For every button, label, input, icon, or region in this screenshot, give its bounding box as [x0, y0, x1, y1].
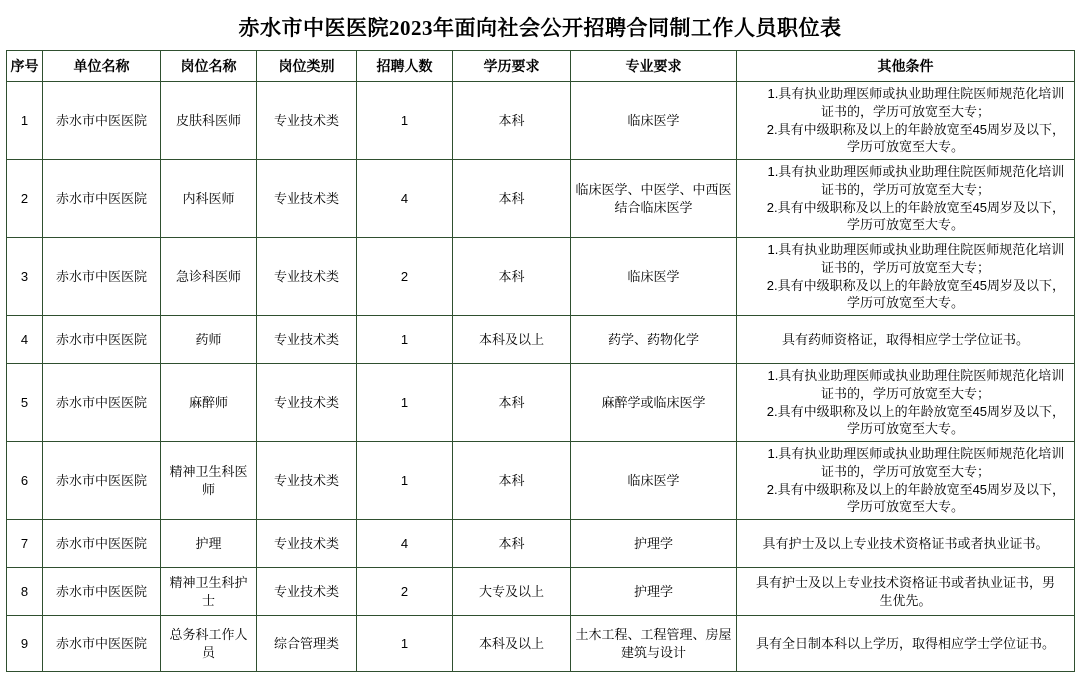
column-header-index: 序号: [7, 51, 43, 82]
cell-index: 3: [7, 238, 43, 316]
cell-post: 麻醉师: [161, 364, 257, 442]
cell-category: 专业技术类: [257, 160, 357, 238]
condition-line-2: 证书的，学历可放宽至大专；: [820, 385, 990, 401]
condition-line-2: 证书的，学历可放宽至大专；: [820, 181, 990, 197]
cell-conditions: [737, 82, 1075, 160]
condition-line-1: 1.具有执业助理医师或执业助理住院医师规范化培训: [767, 242, 1065, 258]
cell-number: 1: [357, 364, 453, 442]
cell-conditions: [737, 238, 1075, 316]
column-header-post: 岗位名称: [161, 51, 257, 82]
condition-line-2: 证书的，学历可放宽至大专；: [820, 103, 990, 119]
cell-post: 皮肤科医师: [161, 82, 257, 160]
cell-category: 专业技术类: [257, 238, 357, 316]
cell-number: 2: [357, 568, 453, 616]
condition-line-2: 证书的，学历可放宽至大专；: [820, 259, 990, 275]
cell-number: 1: [357, 442, 453, 520]
condition-line-3: 2.具有中级职称及以上的年龄放宽至45周岁及以下，: [766, 121, 1066, 137]
cell-post: 急诊科医师: [161, 238, 257, 316]
cell-category: 专业技术类: [257, 520, 357, 568]
cell-index: 4: [7, 316, 43, 364]
cell-number: 1: [357, 616, 453, 672]
condition-line-1: 具有护士及以上专业技术资格证书或者执业证书，男: [755, 574, 1055, 590]
cell-education: 本科: [453, 82, 571, 160]
cell-number: 1: [357, 316, 453, 364]
cell-education: 本科: [453, 238, 571, 316]
condition-line-1: 1.具有执业助理医师或执业助理住院医师规范化培训: [767, 446, 1065, 462]
cell-conditions: [737, 568, 1075, 616]
condition-line-3: 2.具有中级职称及以上的年龄放宽至45周岁及以下，: [766, 277, 1066, 293]
cell-unit: 赤水市中医医院: [43, 160, 161, 238]
cell-index: 5: [7, 364, 43, 442]
cell-index: 8: [7, 568, 43, 616]
cell-post: 总务科工作人员: [161, 616, 257, 672]
condition-line-1: 1.具有执业助理医师或执业助理住院医师规范化培训: [767, 368, 1065, 384]
cell-index: 9: [7, 616, 43, 672]
condition-line-4: 学历可放宽至大专。: [846, 499, 964, 515]
cell-number: 1: [357, 82, 453, 160]
cell-education: 本科及以上: [453, 316, 571, 364]
cell-major: 护理学: [571, 520, 737, 568]
cell-education: 大专及以上: [453, 568, 571, 616]
table-row: [7, 442, 1075, 520]
column-header-number: 招聘人数: [357, 51, 453, 82]
cell-post: 精神卫生科医师: [161, 442, 257, 520]
column-header-unit: 单位名称: [43, 51, 161, 82]
cell-conditions: [737, 364, 1075, 442]
cell-post: 内科医师: [161, 160, 257, 238]
condition-line-4: 学历可放宽至大专。: [846, 295, 964, 311]
table-body: [7, 82, 1075, 672]
cell-unit: 赤水市中医医院: [43, 442, 161, 520]
condition-line-4: 学历可放宽至大专。: [846, 421, 964, 437]
cell-unit: 赤水市中医医院: [43, 568, 161, 616]
cell-post: 护理: [161, 520, 257, 568]
cell-education: 本科: [453, 520, 571, 568]
cell-major: 麻醉学或临床医学: [571, 364, 737, 442]
cell-post: 精神卫生科护士: [161, 568, 257, 616]
page-title: 赤水市中医医院2023年面向社会公开招聘合同制工作人员职位表: [238, 16, 842, 40]
cell-conditions: [737, 160, 1075, 238]
condition-line-2: 生优先。: [879, 592, 932, 608]
cell-unit: 赤水市中医医院: [43, 316, 161, 364]
condition-line-3: 2.具有中级职称及以上的年龄放宽至45周岁及以下，: [766, 199, 1066, 215]
job-position-table: [6, 50, 1075, 672]
table-row: [7, 82, 1075, 160]
cell-index: 6: [7, 442, 43, 520]
condition-line-3: 2.具有中级职称及以上的年龄放宽至45周岁及以下，: [766, 403, 1066, 419]
condition-line-4: 学历可放宽至大专。: [846, 217, 964, 233]
cell-major: 临床医学: [571, 442, 737, 520]
table-header-row: [7, 51, 1075, 82]
cell-education: 本科: [453, 364, 571, 442]
cell-major: 临床医学: [571, 238, 737, 316]
cell-unit: 赤水市中医医院: [43, 616, 161, 672]
cell-unit: 赤水市中医医院: [43, 520, 161, 568]
cell-number: 2: [357, 238, 453, 316]
column-header-major: 专业要求: [571, 51, 737, 82]
cell-education: 本科: [453, 160, 571, 238]
table-header: [7, 51, 1075, 82]
cell-index: 1: [7, 82, 43, 160]
cell-conditions: 具有全日制本科以上学历，取得相应学士学位证书。: [737, 616, 1075, 672]
cell-conditions: 具有药师资格证，取得相应学士学位证书。: [737, 316, 1075, 364]
cell-education: 本科及以上: [453, 616, 571, 672]
cell-index: 7: [7, 520, 43, 568]
cell-category: 专业技术类: [257, 316, 357, 364]
cell-post: 药师: [161, 316, 257, 364]
cell-number: 4: [357, 520, 453, 568]
cell-category: 专业技术类: [257, 364, 357, 442]
cell-conditions: [737, 442, 1075, 520]
table-row: [7, 160, 1075, 238]
condition-line-1: 1.具有执业助理医师或执业助理住院医师规范化培训: [767, 86, 1065, 102]
cell-education: 本科: [453, 442, 571, 520]
cell-category: 专业技术类: [257, 82, 357, 160]
column-header-category: 岗位类别: [257, 51, 357, 82]
cell-category: 专业技术类: [257, 442, 357, 520]
table-row: [7, 364, 1075, 442]
table-row: [7, 316, 1075, 364]
cell-major: 土木工程、工程管理、房屋建筑与设计: [571, 616, 737, 672]
cell-unit: 赤水市中医医院: [43, 82, 161, 160]
table-row: [7, 238, 1075, 316]
condition-line-4: 学历可放宽至大专。: [846, 139, 964, 155]
column-header-conditions: 其他条件: [737, 51, 1075, 82]
table-row: [7, 616, 1075, 672]
cell-conditions: 具有护士及以上专业技术资格证书或者执业证书。: [737, 520, 1075, 568]
cell-number: 4: [357, 160, 453, 238]
condition-line-2: 证书的，学历可放宽至大专；: [820, 463, 990, 479]
table-row: [7, 520, 1075, 568]
cell-unit: 赤水市中医医院: [43, 364, 161, 442]
cell-major: 药学、药物化学: [571, 316, 737, 364]
cell-index: 2: [7, 160, 43, 238]
condition-line-1: 1.具有执业助理医师或执业助理住院医师规范化培训: [767, 164, 1065, 180]
column-header-education: 学历要求: [453, 51, 571, 82]
cell-category: 综合管理类: [257, 616, 357, 672]
table-row: [7, 568, 1075, 616]
cell-category: 专业技术类: [257, 568, 357, 616]
cell-major: 临床医学: [571, 82, 737, 160]
condition-line-3: 2.具有中级职称及以上的年龄放宽至45周岁及以下，: [766, 481, 1066, 497]
cell-major: 护理学: [571, 568, 737, 616]
cell-unit: 赤水市中医医院: [43, 238, 161, 316]
cell-major: 临床医学、中医学、中西医结合临床医学: [571, 160, 737, 238]
